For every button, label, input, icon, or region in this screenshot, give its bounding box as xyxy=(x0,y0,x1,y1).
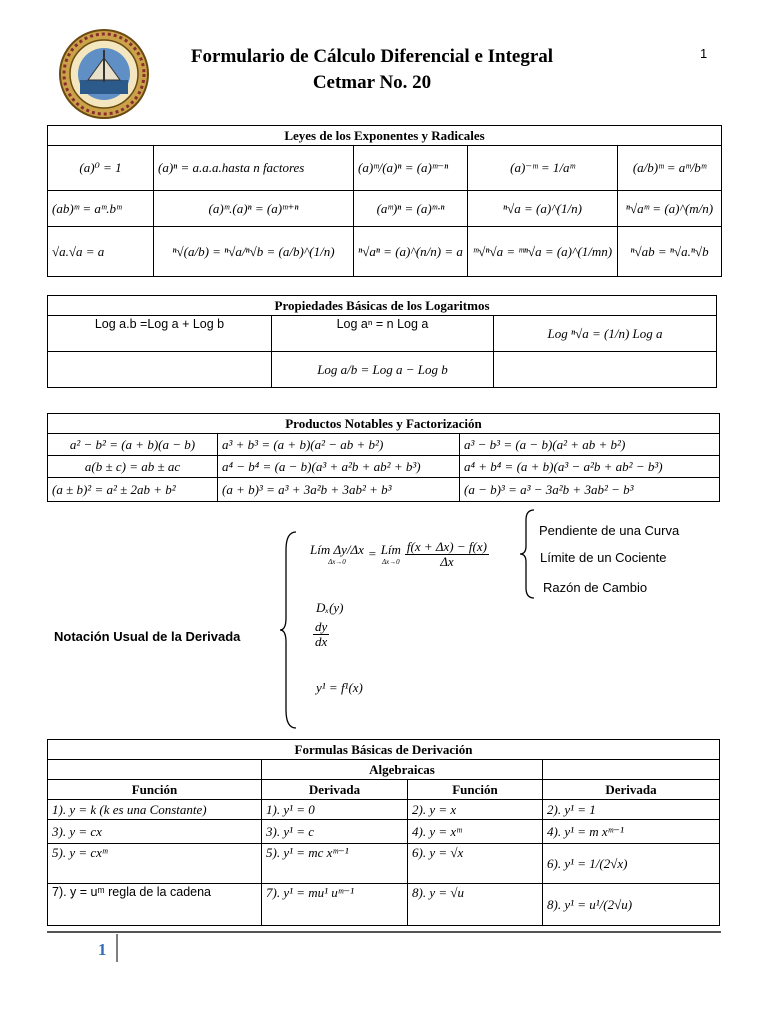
right-brace-icon xyxy=(518,508,536,600)
logarithms-table xyxy=(47,295,717,388)
exp-law: (a)ᵐ.(a)ⁿ = (a)ᵐ⁺ⁿ xyxy=(154,191,354,227)
limit-denominator: Δx xyxy=(440,553,454,569)
exp-law: (a)⁻ᵐ = 1/aᵐ xyxy=(468,146,618,191)
product-formula: (a − b)³ = a³ − 3a²b + 3ab² − b³ xyxy=(460,478,720,502)
limit-definition: Lím Δy/Δx Δx→0 = Lím Δx→0 $\frac{f(x + \Delta x) - f(x)}{\Delta x}$ xyxy=(310,539,487,569)
product-formula: a(b ± c) = ab ± ac xyxy=(48,456,218,478)
products-heading: Productos Notables y Factorización xyxy=(48,414,720,434)
function-cell: 1). y = k (k es una Constante) xyxy=(48,800,262,820)
exp-law: ⁿ√aⁿ = (a)^(n/n) = a xyxy=(354,227,468,277)
products-table xyxy=(47,413,720,502)
notation-dx: Dₓ(y) xyxy=(316,600,344,615)
exp-law: ⁿ√ab = ⁿ√a.ⁿ√b xyxy=(618,227,722,277)
derivation-subheading: Algebraicas xyxy=(262,760,543,780)
exp-law: (ab)ᵐ = aᵐ.bᵐ xyxy=(48,191,154,227)
derivative-cell: 2). y¹ = 1 xyxy=(543,800,720,820)
log-property: Log a.b =Log a + Log b xyxy=(48,316,272,352)
derivative-cell: 6). y¹ = 1/(2√x) xyxy=(543,844,720,884)
function-cell: 7). y = uᵐ regla de la cadena xyxy=(48,884,262,926)
product-formula: a² − b² = (a + b)(a − b) xyxy=(48,434,218,456)
product-formula: (a + b)³ = a³ + 3a²b + 3ab² + b³ xyxy=(218,478,460,502)
product-formula: a³ − b³ = (a − b)(a² + ab + b²) xyxy=(460,434,720,456)
notation-prime: y¹ = f¹(x) xyxy=(316,680,363,695)
derivative-notation-label: Notación Usual de la Derivada xyxy=(54,629,241,644)
exp-law: (aᵐ)ⁿ = (a)ᵐ·ⁿ xyxy=(354,191,468,227)
exp-law: ⁿ√(a/b) = ⁿ√a/ⁿ√b = (a/b)^(1/n) xyxy=(154,227,354,277)
footer-separator xyxy=(116,934,118,962)
exp-law: (a)ᵐ/(a)ⁿ = (a)ᵐ⁻ⁿ xyxy=(354,146,468,191)
empty-cell xyxy=(48,760,262,780)
logarithms-heading: Propiedades Básicas de los Logaritmos xyxy=(48,296,717,316)
column-header: Derivada xyxy=(543,780,720,800)
empty-cell xyxy=(48,352,272,388)
exp-law: ⁿ√aᵐ = (a)^(m/n) xyxy=(618,191,722,227)
exp-law: (a)⁰ = 1 xyxy=(48,146,154,191)
column-header: Función xyxy=(48,780,262,800)
derivative-cell: 1). y¹ = 0 xyxy=(262,800,408,820)
function-cell: 4). y = xᵐ xyxy=(408,820,543,844)
derivative-cell: 8). y¹ = u¹/(2√u) xyxy=(543,884,720,926)
footer-divider xyxy=(47,931,721,933)
derivation-heading: Formulas Básicas de Derivación xyxy=(48,740,720,760)
exponents-table xyxy=(47,125,722,277)
empty-cell xyxy=(494,352,717,388)
exp-law: ⁿ√a = (a)^(1/n) xyxy=(468,191,618,227)
column-header: Función xyxy=(408,780,543,800)
meaning-rate: Razón de Cambio xyxy=(543,580,648,595)
limit-subscript: Δx→0 xyxy=(381,558,400,567)
log-property: Log ⁿ√a = (1/n) Log a xyxy=(494,316,717,352)
function-cell: 8). y = √u xyxy=(408,884,543,926)
exp-law: √a.√a = a xyxy=(48,227,154,277)
page-number: 1 xyxy=(700,46,708,61)
function-cell: 3). y = cx xyxy=(48,820,262,844)
column-header: Derivada xyxy=(262,780,408,800)
derivation-table xyxy=(47,739,720,926)
document-title: Formulario de Cálculo Diferencial e Integral Cetmar No. 20 xyxy=(190,46,554,93)
product-formula: (a ± b)² = a² ± 2ab + b² xyxy=(48,478,218,502)
footer-page-number: 1 xyxy=(98,940,107,959)
limit-subscript: Δx→0 xyxy=(328,558,346,567)
log-property: Log aⁿ = n Log a xyxy=(272,316,494,352)
product-formula: a⁴ − b⁴ = (a − b)(a³ + a²b + ab² + b³) xyxy=(218,456,460,478)
exp-law: ᵐ√ⁿ√a = ᵐⁿ√a = (a)^(1/mn) xyxy=(468,227,618,277)
school-seal-icon xyxy=(58,28,150,120)
left-brace-icon xyxy=(278,530,298,730)
product-formula: a⁴ + b⁴ = (a + b)(a³ − a²b + ab² − b³) xyxy=(460,456,720,478)
derivative-cell: 3). y¹ = c xyxy=(262,820,408,844)
empty-cell xyxy=(543,760,720,780)
limit-lhs: Lím Δy/Δx xyxy=(310,542,364,558)
exp-law: (a)ⁿ = a.a.a.hasta n factores xyxy=(154,146,354,191)
log-property: Log a/b = Log a − Log b xyxy=(272,352,494,388)
meaning-limit: Límite de un Cociente xyxy=(540,550,667,565)
exponents-heading: Leyes de los Exponentes y Radicales xyxy=(48,126,722,146)
function-cell: 2). y = x xyxy=(408,800,543,820)
product-formula: a³ + b³ = (a + b)(a² − ab + b²) xyxy=(218,434,460,456)
notation-dydx: $\frac{dy}{dx}$ xyxy=(315,619,328,649)
meaning-slope: Pendiente de una Curva xyxy=(539,523,680,538)
function-cell: 6). y = √x xyxy=(408,844,543,884)
function-cell: 5). y = cxᵐ xyxy=(48,844,262,884)
derivative-cell: 7). y¹ = mu¹ uᵐ⁻¹ xyxy=(262,884,408,926)
derivative-cell: 4). y¹ = m xᵐ⁻¹ xyxy=(543,820,720,844)
limit-numerator: f(x + Δx) − f(x) xyxy=(406,539,487,554)
derivative-cell: 5). y¹ = mc xᵐ⁻¹ xyxy=(262,844,408,884)
exp-law: (a/b)ᵐ = aᵐ/bᵐ xyxy=(618,146,722,191)
